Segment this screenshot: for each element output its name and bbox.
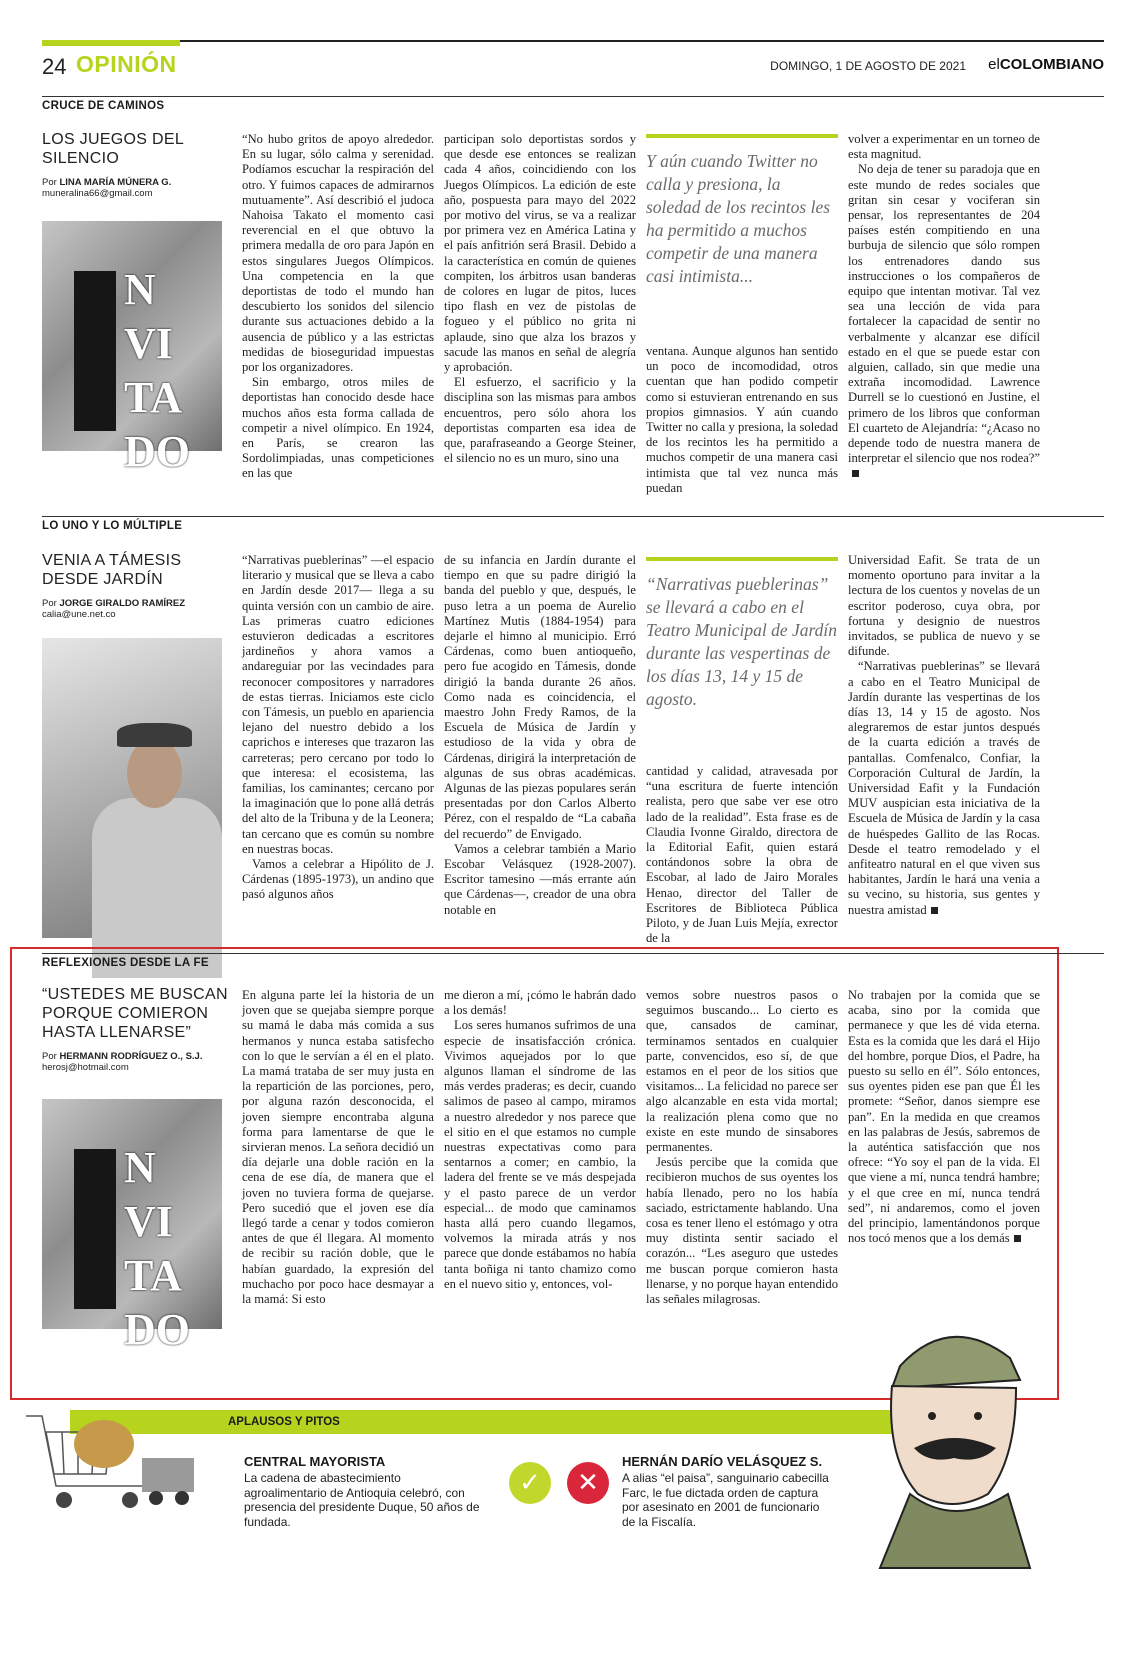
paragraph: Sin embargo, otros miles de deportistas han conocido desde hace muchos años esta forma callada de competir a nivel olímpico. En 1924, en París, se crearon las Sordolimpiadas, unas competiciones en las que xyxy=(242,375,434,481)
footer-title: APLAUSOS Y PITOS xyxy=(228,1416,340,1428)
paragraph: vemos sobre nuestros pasos o seguimos buscando... Lo cierto es que, cansados de caminar, terminamos sentados en cualquier parte, convencidos, eso sí, de que estamos en el peor de los sitios que visitamos... La felicidad no parece ser algo alcanzable en esta vida mortal; la realización plena como que no existe en este mundo de sinsabores permanentes. xyxy=(646,988,838,1155)
author-email: calia@une.net.co xyxy=(42,609,116,620)
x-icon: ✕ xyxy=(567,1462,609,1504)
end-mark xyxy=(1014,1235,1021,1242)
column-section-head: LO UNO Y LO MÚLTIPLE xyxy=(42,516,1104,532)
invitado-letters xyxy=(124,1141,190,1357)
invitado-emblem xyxy=(42,1099,222,1354)
paragraph: Vamos a celebrar también a Mario Escobar Velásquez (1928-2007). Escritor tamesino —más errante aún que Cárdenas—, creador de una obra notable en xyxy=(444,841,636,917)
end-mark xyxy=(852,470,859,477)
paragraph-text: “Narrativas pueblerinas” se llevará a cabo en el Teatro Municipal de Jardín durante las vespertinas de los días 13, 14 y 15 de agosto. Nos alegraremos de estar juntos después de la cuarta edición a través de pantallas. Comfenalco, Confiar, la Corporación Cultural de Jardín, la Universidad Eafit y la Fundación MUV auspician esta iniciativa de la Escuela de Música de Jardín y la casa de huéspedes Gallito de las Rocas. Desde el teatro remodelado y el anfiteatro natural en el que viven sus habitantes, Jardín le hará una venia a su vecino, su historia, sus gentes y nuestra amistad xyxy=(848,659,1040,917)
article-column-4 xyxy=(848,132,1040,482)
paragraph: volver a experimentar en un torneo de esta magnitud. xyxy=(848,132,1040,162)
paragraph: En alguna parte leí la historia de un joven que se quejaba siempre porque su mamá le daba más comida a sus hermanos y nunca estaba satisfecho con lo que le servían a él en el plato. La mamá trataba de ser muy justa en la repartición de las porciones, pero, por alguna razón desconocida, el joven siempre encontraba alguna forma para lamentarse de que le sirvieran menos. La señora decidió un día dejarle una doble ración en la cena de ese día, de manera que el joven no tuviera forma de quejarse. Pero sucedió que el joven ese día llegó tarde a cenar y todos comieron antes de que él llegara. Al momento de recibir su ración doble, que le habían guardado, la expresión del muchacho por poco hace desmayar a la mamá: Si esto xyxy=(242,988,434,1307)
applause-name: CENTRAL MAYORISTA xyxy=(244,1454,386,1469)
author-sidebar xyxy=(42,551,242,938)
portrait-hat xyxy=(117,723,192,747)
whistle-name: HERNÁN DARÍO VELÁSQUEZ S. xyxy=(622,1454,823,1469)
end-mark xyxy=(931,907,938,914)
author-email: muneralina66@gmail.com xyxy=(42,188,153,199)
paragraph: El esfuerzo, el sacrificio y la disciplina son las mismas para ambos encuentros, pero sólo ahora los deportistas comparten esa idea de que, parafraseando a George Steiner, el silencio no es un muro, sino una xyxy=(444,375,636,466)
invitado-letter: N xyxy=(124,1143,156,1192)
paragraph: Los seres humanos sufrimos de una especie de insatisfacción crónica. Vivimos aquejados por lo que algunos llaman el síndrome de las más verdes praderas; es decir, cuando salimos de paseo al campo, miramos a nuestro alrededor y nos parece que el sitio en el que estamos no cumple nuestras expectativas como para sentarnos a comer; en cambio, la ladera del frente se ve más despejada y el pasto parece de un verdor especial... de modo que caminamos hasta allá pero cuando llegamos, volvemos la mirada atrás y nos parece que donde estábamos no había tanta boñiga ni tanto chamizo como en el nuevo sitio y, entonces, vol- xyxy=(444,1018,636,1291)
article-column-3 xyxy=(646,344,838,496)
article-column-3 xyxy=(646,764,838,946)
article-title: LOS JUEGOS DEL SILENCIO xyxy=(42,131,184,167)
article-column-3 xyxy=(646,988,838,1307)
paragraph-text: No trabajen por la comida que se acaba, sino por la comida que permanece y que les dé vida eterna. Esta es la comida que les dará el Hijo del hombre, porque Dios, el Padre, ha puesto su sello en él”. Sólo entonces, sus oyentes piden ese pan que Él les promete: “Señor, danos siempre ese pan”. En la medida en que creamos en las palabras de Jesús, sabremos de la auténtica satisfacción que nos ofrece: “Yo soy el pan de la vida. El que viene a mí, nunca tendrá hambre; y el que cree en mí, nunca tendrá sed”, ni andaremos, como el joven del principio, lamentándonos porque nos tocó menos que a los demás xyxy=(848,988,1040,1246)
invitado-letter: N xyxy=(124,265,156,314)
applause-item xyxy=(244,1454,484,1529)
byline xyxy=(42,1051,242,1062)
paragraph: “No hubo gritos de apoyo alrededor. En su lugar, sólo calma y serenidad. Podíamos escuchar la respiración del otro. Y fuimos capaces de admirarnos mutuamente”. Así describió el judoca Nahoisa Takato el momento casi reverencial en el que obtuvo la primera medalla de oro para Japón en estos singulares Juegos Olímpicos. Una competencia en la que deportistas de todo el mundo han descubierto los sonidos del silencio durante sus actuaciones debido a la ausencia de público y a las estrictas medidas de bioseguridad impuestas por los organizadores. xyxy=(242,132,434,375)
article-title: VENIA A TÁMESIS DESDE JARDÍN xyxy=(42,552,182,588)
paragraph: cantidad y calidad, atravesada por “una escritura de fuerte intención realista, pero que sabe ver ese otro lado de la realidad”. Esta frase es de Claudia Ivonne Giraldo, directora de la Editorial Eafit, quien estará contándonos sobre la obra de Escobar, al lado de Jairo Morales Henao, director del Taller de Escritores de Biblioteca Pública Piloto, y de Juan Luis Mejía, exrector de la xyxy=(646,764,838,946)
paragraph: ventana. Aunque algunos han sentido un poco de incomodidad, otros cuentan que han podido competir como si estuvieran entrenando en sus propios gimnasios. Y aún cuando Twitter no calla y presiona, la soledad de los recintos les ha permitido a muchos competir de una manera casi intimista que tal vez nunca más puedan xyxy=(646,344,838,495)
newspaper-logo xyxy=(988,56,1104,73)
article-column-2 xyxy=(444,132,636,466)
column-section-head: REFLEXIONES DESDE LA FE xyxy=(42,953,1104,969)
article-column-1 xyxy=(242,553,434,903)
portrait-head xyxy=(127,738,182,808)
article-column-2 xyxy=(444,988,636,1292)
byline-prefix: Por xyxy=(42,598,57,609)
article-column-1 xyxy=(242,988,434,1307)
check-icon: ✓ xyxy=(509,1462,551,1504)
pull-quote: Y aún cuando Twitter no calla y presiona, la soledad de los recintos les ha permitido a muchos competir de una manera casi intimista... xyxy=(646,134,838,288)
paragraph: Universidad Eafit. Se trata de un momento oportuno para invitar a la lectura de los cuentos y novelas de un escritor poderoso, cuya obra, por fortuna y designio de nuestros invitados, se publica de nuevo y se difunde. xyxy=(848,553,1040,659)
invitado-letter: VI xyxy=(124,1197,173,1246)
cart-wheel xyxy=(56,1492,72,1508)
section-title: OPINIÓN xyxy=(76,51,177,77)
invitado-letter: TA xyxy=(124,1251,182,1300)
header-rule xyxy=(42,40,1104,42)
paragraph xyxy=(848,162,1040,481)
page-number: 24 xyxy=(42,54,67,79)
applause-text: La cadena de abastecimiento agroalimentario de Antioquia celebró, con presencia del presidente Duque, 50 años de fundada. xyxy=(244,1471,480,1529)
invitado-numeral xyxy=(74,1149,116,1309)
article-column-4 xyxy=(848,988,1040,1246)
article-column-1 xyxy=(242,132,434,482)
paragraph: participan solo deportistas sordos y que desde ese entonces se realizan cada 4 años, coincidiendo con los Juegos Olímpicos. La edición de este año, pospuesta para mayo del 2022 por motivo del virus, se va a realizar por primera vez en América Latina y el país anfitrión será Brasil. Debido a la característica en común de quienes compiten, los árbitros usan banderas de colores en lugar de pitos, luces tipo flash en vez de pistolas de fogueo y el público no grita ni aplaude, sino que alza los brazos y sacude las manos en señal de alegría y aprobación. xyxy=(444,132,636,375)
author-email: herosj@hotmail.com xyxy=(42,1062,129,1073)
column-section-head: CRUCE DE CAMINOS xyxy=(42,96,1104,112)
paragraph xyxy=(848,988,1040,1246)
paragraph: me dieron a mí, ¡cómo le habrán dado a los demás! xyxy=(444,988,636,1018)
author-name: HERMANN RODRÍGUEZ O., S.J. xyxy=(59,1051,203,1062)
logo-name: COLOMBIANO xyxy=(999,56,1104,73)
publication-date: DOMINGO, 1 DE AGOSTO DE 2021 xyxy=(770,59,966,73)
invitado-graphic xyxy=(42,1099,222,1354)
article-title: “USTEDES ME BUSCAN PORQUE COMIERON HASTA LLENARSE” xyxy=(42,986,228,1041)
byline xyxy=(42,177,242,188)
paragraph: de su infancia en Jardín durante el tiempo en que su padre dirigió la banda del pueblo y que, después, le puso letra a un poema de Aurelio Martínez Mutis (1884-1954) para dejarle el himno al municipio. Erró Cárdenas, como buen antioqueño, pero fue acogido en Támesis, donde dirigió la banda durante 26 años. Como nada es coincidencia, el maestro John Fredy Ramos, de la Escuela de Música de Jardín y estudioso de la vida y obra de Cárdenas, dirigirá la interpretación de algunas de sus obras académicas. Algunas de las piezas populares serán presentadas por don Carlos Alberto Pérez, con el respaldo de “La cabaña del recuerdo” de Envigado. xyxy=(444,553,636,841)
section-accent-bar xyxy=(42,40,180,46)
paragraph-text: No deja de tener su paradoja que en este mundo de redes sociales que gritan sin cesar y vociferan sin pensar, los representantes de 204 países estén compitiendo en una burbuja de silencio que sólo rompen los entrenadores dando sus instrucciones o los compañeros de equipo que intentan motivar. Tal vez sea una lección de vida para fortalecer la capacidad de sentir no verbalmente y alcanzar ese difícil estado en el que se puede estar con alguien, callado, sin que medie una extraña incomodidad. Lawrence Durrell se lo cuestionó en Justine, el primero de los libros que conforman El cuarteto de Alejandría: “¿Acaso no depende todo de nuestra manera de interpretar el silencio que nos rodea?” xyxy=(848,162,1040,466)
pull-quote: “Narrativas pueblerinas” se llevará a cabo en el Teatro Municipal de Jardín durante las vespertinas de los días 13, 14 y 15 de agosto. xyxy=(646,557,838,711)
invitado-letter: VI xyxy=(124,319,173,368)
author-sidebar xyxy=(42,130,242,476)
page-header xyxy=(42,40,1104,82)
author-photo xyxy=(42,638,222,938)
article-column-4 xyxy=(848,553,1040,918)
logo-prefix: el xyxy=(988,56,1000,73)
invitado-letter: TA xyxy=(124,373,182,422)
whistle-item xyxy=(622,1454,832,1529)
author-sidebar xyxy=(42,985,242,1354)
author-name: LINA MARÍA MÚNERA G. xyxy=(59,177,172,188)
author-name: JORGE GIRALDO RAMÍREZ xyxy=(59,598,186,609)
produce-sack xyxy=(74,1420,134,1468)
truck-illustration xyxy=(142,1458,194,1492)
invitado-graphic xyxy=(42,221,222,476)
invitado-letter: DO xyxy=(124,1305,190,1354)
invitado-letter: DO xyxy=(124,427,190,476)
invitado-emblem xyxy=(42,221,222,476)
paragraph: Vamos a celebrar a Hipólito de J. Cárdenas (1895-1973), un andino que pasó algunos años xyxy=(242,857,434,902)
shopping-cart-illustration xyxy=(22,1404,198,1524)
paragraph xyxy=(848,659,1040,917)
invitado-numeral xyxy=(74,271,116,431)
byline xyxy=(42,598,242,609)
byline-prefix: Por xyxy=(42,177,57,188)
invitado-letters xyxy=(124,263,190,479)
paragraph: “Narrativas pueblerinas” —el espacio literario y musical que se lleva a cabo en Jardín desde 2017— llega a su quinta versión con un cambio de aire. Las primeras cuatro ediciones estuvieron dedicadas a escritores jardineños y ahora vamos a andareguiar por las vecindades para reconocer compositores y narradores de estas tierras. Iniciamos este ciclo con Támesis, un pueblo en apariencia lejano del nuestro debido a los caprichos e intereses que trazaron las carreteras; pero cercano por todo lo que interesa: el ecosistema, las familias, los caminantes; cercano por la imaginación que lo pone allá detrás del alto de la Tribuna y de la Leonera; tan cercano que es común su nombre en nuestras bocas. xyxy=(242,553,434,856)
caricature-illustration xyxy=(870,1318,1040,1568)
byline-prefix: Por xyxy=(42,1051,57,1062)
article-column-2 xyxy=(444,553,636,918)
whistle-text: A alias “el paisa”, sanguinario cabecilla Farc, le fue dictada orden de captura por asesinato en 2001 de funcionario de la Fiscalía. xyxy=(622,1471,829,1529)
paragraph: Jesús percibe que la comida que recibieron muchos de sus oyentes los había llenado, pero no los había saciado, estrictamente hablando. Una cosa es tener lleno el estómago y otra muy distinta sentir saciado el corazón... “Les aseguro que ustedes me buscan porque comieron hasta llenarse, y no porque hayan entendido las señales milagrosas. xyxy=(646,1155,838,1307)
cart-wheel xyxy=(122,1492,138,1508)
